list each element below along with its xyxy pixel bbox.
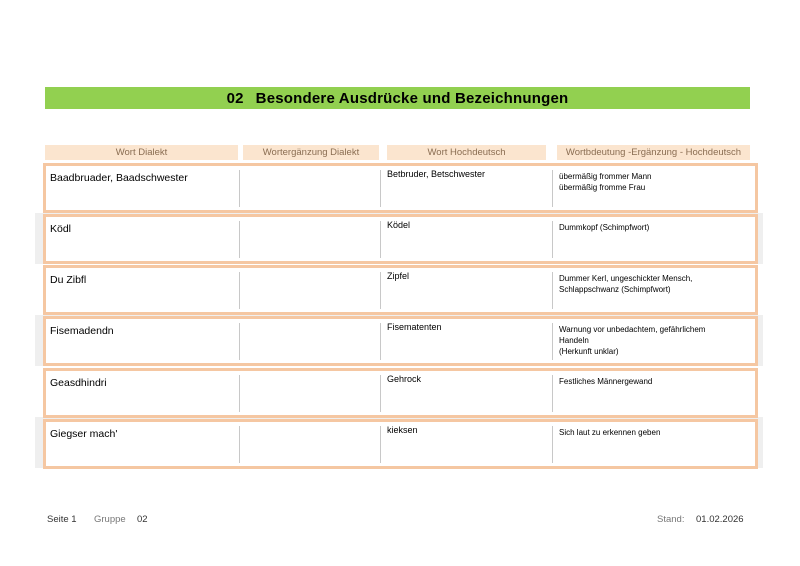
column-header-wort-dialekt: Wort Dialekt xyxy=(45,145,238,160)
cell-wortbedeutung-line: Sich laut zu erkennen geben xyxy=(559,428,661,437)
column-divider xyxy=(552,323,553,360)
cell-wortbedeutung-line: übermäßig fromme Frau xyxy=(559,183,646,192)
column-divider xyxy=(552,221,553,258)
table-row xyxy=(43,265,758,315)
section-number: 02 xyxy=(226,89,244,107)
column-divider xyxy=(552,272,553,309)
cell-wort-dialekt: Du Zibfl xyxy=(50,274,87,286)
cell-wortbedeutung xyxy=(559,171,749,193)
table-row xyxy=(43,419,758,469)
cell-wortbedeutung xyxy=(559,222,749,233)
cell-wortbedeutung-line: Handeln xyxy=(559,336,589,345)
section-title-bar xyxy=(45,87,750,109)
cell-wort-hochdeutsch: Fisematenten xyxy=(387,322,442,332)
table-row xyxy=(43,316,758,366)
footer-group-value: 02 xyxy=(137,514,148,525)
cell-wort-dialekt: Fisemadendn xyxy=(50,325,114,337)
column-divider xyxy=(239,221,240,258)
cell-wortbedeutung xyxy=(559,324,749,357)
table-row xyxy=(43,163,758,213)
column-header-wort-hochdeutsch: Wort Hochdeutsch xyxy=(387,145,546,160)
footer-stand-date: 01.02.2026 xyxy=(696,514,744,525)
column-divider xyxy=(239,323,240,360)
cell-wortbedeutung xyxy=(559,427,749,438)
column-divider xyxy=(380,426,381,463)
cell-wort-hochdeutsch: kieksen xyxy=(387,425,418,435)
cell-wort-dialekt: Baadbruader, Baadschwester xyxy=(50,172,188,184)
column-divider xyxy=(239,272,240,309)
section-title: Besondere Ausdrücke und Bezeichnungen xyxy=(255,89,569,107)
cell-wortbedeutung-line: Schlappschwanz (Schimpfwort) xyxy=(559,285,671,294)
footer-stand-label: Stand: xyxy=(657,514,685,525)
column-divider xyxy=(380,221,381,258)
cell-wort-dialekt: Ködl xyxy=(50,223,72,235)
column-divider xyxy=(380,272,381,309)
cell-wort-dialekt: Geasdhindri xyxy=(50,377,107,389)
column-divider xyxy=(380,170,381,207)
column-divider xyxy=(239,170,240,207)
column-divider xyxy=(552,375,553,412)
cell-wortbedeutung xyxy=(559,376,749,387)
cell-wortbedeutung-line: Dummkopf (Schimpfwort) xyxy=(559,223,650,232)
column-header-wortergaenzung-dialekt: Wortergänzung Dialekt xyxy=(243,145,379,160)
table-row xyxy=(43,214,758,264)
cell-wortbedeutung xyxy=(559,273,749,295)
column-divider xyxy=(239,426,240,463)
table-row xyxy=(43,368,758,418)
cell-wortbedeutung-line: Festliches Männergewand xyxy=(559,377,653,386)
column-divider xyxy=(552,170,553,207)
column-divider xyxy=(380,375,381,412)
column-divider xyxy=(552,426,553,463)
cell-wort-hochdeutsch: Gehrock xyxy=(387,374,422,384)
cell-wort-dialekt: Giegser mach' xyxy=(50,428,118,440)
column-divider xyxy=(239,375,240,412)
footer-page-number: Seite 1 xyxy=(47,514,77,525)
column-divider xyxy=(380,323,381,360)
cell-wortbedeutung-line: übermäßig frommer Mann xyxy=(559,172,652,181)
cell-wort-hochdeutsch: Betbruder, Betschwester xyxy=(387,169,486,179)
cell-wortbedeutung-line: (Herkunft unklar) xyxy=(559,347,619,356)
cell-wortbedeutung-line: Warnung vor unbedachtem, gefährlichem xyxy=(559,325,706,334)
footer-group-label: Gruppe xyxy=(94,514,126,525)
column-header-wortbedeutung: Wortbdeutung -Ergänzung - Hochdeutsch xyxy=(557,145,750,160)
cell-wortbedeutung-line: Dummer Kerl, ungeschickter Mensch, xyxy=(559,274,693,283)
cell-wort-hochdeutsch: Zipfel xyxy=(387,271,410,281)
cell-wort-hochdeutsch: Ködel xyxy=(387,220,411,230)
